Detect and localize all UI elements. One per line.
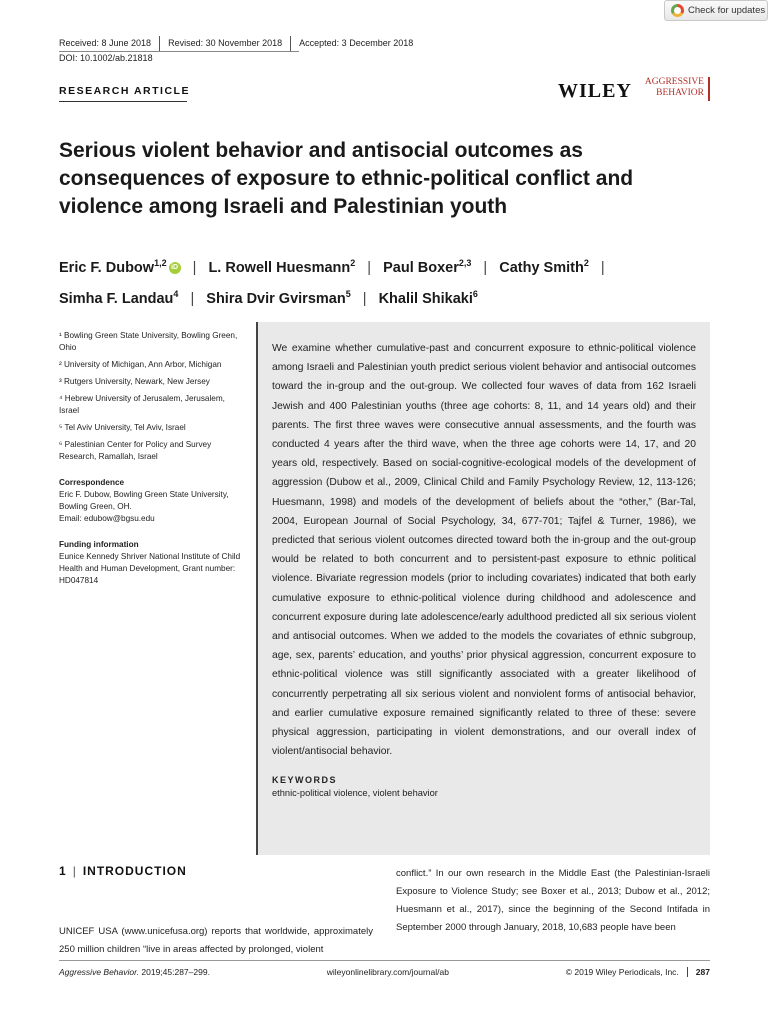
- correspondence-email[interactable]: Email: edubow@bgsu.edu: [59, 514, 155, 523]
- author[interactable]: Shira Dvir Gvirsman$^5$: [206, 288, 351, 307]
- section-heading-introduction: 1 | INTRODUCTION: [59, 864, 187, 878]
- page-footer: [59, 967, 710, 977]
- abstract-box: [256, 322, 710, 855]
- check-for-updates-button[interactable]: [664, 0, 768, 21]
- publisher-logo: WILEY: [558, 80, 632, 102]
- affiliation: ¹ Bowling Green State University, Bowling Green, Ohio: [59, 331, 238, 352]
- footer-url[interactable]: wileyonlinelibrary.com/journal/ab: [326, 967, 449, 977]
- revised-date: Revised: 30 November 2018: [159, 36, 290, 51]
- affiliation: ⁵ Tel Aviv University, Tel Aviv, Israel: [59, 423, 186, 432]
- footer-divider: [59, 960, 710, 961]
- author[interactable]: Eric F. Dubow$^{1,2}$: [59, 258, 167, 276]
- received-date: Received: 8 June 2018: [59, 38, 152, 48]
- check-for-updates-label: Check for updates: [688, 5, 766, 16]
- author[interactable]: Khalil Shikaki$^6$: [378, 288, 478, 307]
- journal-logo-line1: AGGRESSIVE: [644, 77, 704, 87]
- footer-right: [566, 967, 710, 977]
- publication-dates: [59, 36, 421, 51]
- affiliation: ³ Rutgers University, Newark, New Jersey: [59, 377, 210, 386]
- affiliations-column: [59, 330, 244, 587]
- author[interactable]: Simha F. Landau$^4$: [59, 288, 179, 307]
- orcid-icon[interactable]: iD: [169, 262, 181, 274]
- affiliation: ⁶ Palestinian Center for Policy and Survey Research, Ramallah, Israel: [59, 440, 212, 461]
- author[interactable]: L. Rowell Huesmann$^2$: [208, 258, 356, 276]
- article-type-underline: [59, 101, 187, 102]
- journal-logo-line2: BEHAVIOR: [656, 87, 704, 98]
- article-type: RESEARCH ARTICLE: [59, 85, 190, 97]
- intro-left-column: UNICEF USA (www.unicefusa.org) reports that worldwide, approximately 250 million children “live in areas affected by prolonged, violent: [59, 926, 373, 955]
- crossmark-icon: [671, 4, 684, 17]
- doi: DOI: 10.1002/ab.21818: [59, 53, 153, 63]
- journal-logo: [632, 77, 710, 101]
- author[interactable]: Cathy Smith$^2$: [499, 258, 589, 276]
- affiliation: ⁴ Hebrew University of Jerusalem, Jerusalem, Israel: [59, 394, 225, 415]
- section-title: INTRODUCTION: [82, 864, 187, 878]
- abstract-text: We examine whether cumulative-past and concurrent exposure to ethnic-political violence among Israeli and Palestinian youth predict serious violent behavior and antisocial outcomes toward the in-group and the out-group. We collected four waves of data from 162 Israeli Jewish and 400 Palestinian youths (three age cohorts: 8, 11, and 14 years old) and their parents. The first three waves were consecutive annual assessments, and the fourth was conducted 4 years after the third wave, when the three age cohorts were 14, 17, and 20 years old, respectively. Based on social-cognitive-ecological models of the development of aggression (Dubow et al., 2009, Clinical Child and Family Psychology Review, 12, 113-126; Huesmann, 1998) and models of the development of beliefs about the “other,” (Bar-Tal, 2004, European Journal of Social Psychology, 34, 677-701; Tajfel & Turner, 1986), we predicted that serious violent outcomes directed toward both the in-group and the out-group would be related to both concurrent and to persistent-past exposure to ethnic political violence. Bivariate regression models (prior to including covariates) indicated that both early cumulative exposure to ethnic-political violence during childhood and adolescence and concurrent exposure during late adolescence/early adulthood predicted all six serious violent and antisocial outcomes. When we added to the models the covariates of ethnic subgroup, age, sex, parents’ education, and youths’ prior physical aggression, concurrent exposure to ethnic-political violence was still significantly associated with a greater likelihood of concurrently perpetrating all six serious violent and nonviolent forms of antisocial behavior, and earlier cumulative exposure remained significantly related to three of these: severe physical aggression, participating in violent demonstrations, and our overall index of violent/antisocial behavior.: [272, 343, 696, 758]
- keywords-body: ethnic-political violence, violent behavior: [272, 788, 438, 799]
- funding-heading: Funding information: [59, 540, 139, 549]
- accepted-date: Accepted: 3 December 2018: [290, 36, 421, 51]
- correspondence-body: Eric F. Dubow, Bowling Green State University, Bowling Green, OH.: [59, 490, 229, 511]
- doi-divider: [59, 51, 299, 52]
- affiliation: ² University of Michigan, Ann Arbor, Michigan: [59, 360, 222, 369]
- section-number: 1: [59, 864, 67, 878]
- intro-right-column: conflict.” In our own research in the Middle East (the Palestinian-Israeli Exposure to Violence Study; see Boxer et al., 2013; Dubow et al., 2012; Huesmann et al., 2017), since the beginning of the Second Intifada in September 2000 through January, 2018, 10,683 people have been: [396, 868, 710, 933]
- keywords-heading: KEYWORDS: [272, 775, 338, 786]
- article-title: Serious violent behavior and antisocial outcomes as consequences of exposure to ethnic-political conflict and violence among Israeli and Palestinian youth: [59, 139, 634, 218]
- footer-copyright: © 2019 Wiley Periodicals, Inc.: [565, 967, 679, 977]
- page-number: 287: [687, 967, 710, 977]
- author[interactable]: Paul Boxer$^{2,3}$: [383, 258, 472, 276]
- funding-body: Eunice Kennedy Shriver National Institute of Child Health and Human Development, Grant number: HD047814: [59, 552, 241, 585]
- author-list: Eric F. Dubow$^{1,2}$ iD | L. Rowell Huesmann$^2$ | Paul Boxer$^{2,3}$ | Cathy Smith$^2$ | Simha F. Landau$^4$ | Shira Dvir Gvirsman$^5$ | Khalil Shikaki$^6$: [59, 258, 605, 307]
- correspondence-heading: Correspondence: [59, 478, 125, 487]
- footer-citation: Aggressive Behavior. 2019;45:287–299.: [59, 967, 210, 977]
